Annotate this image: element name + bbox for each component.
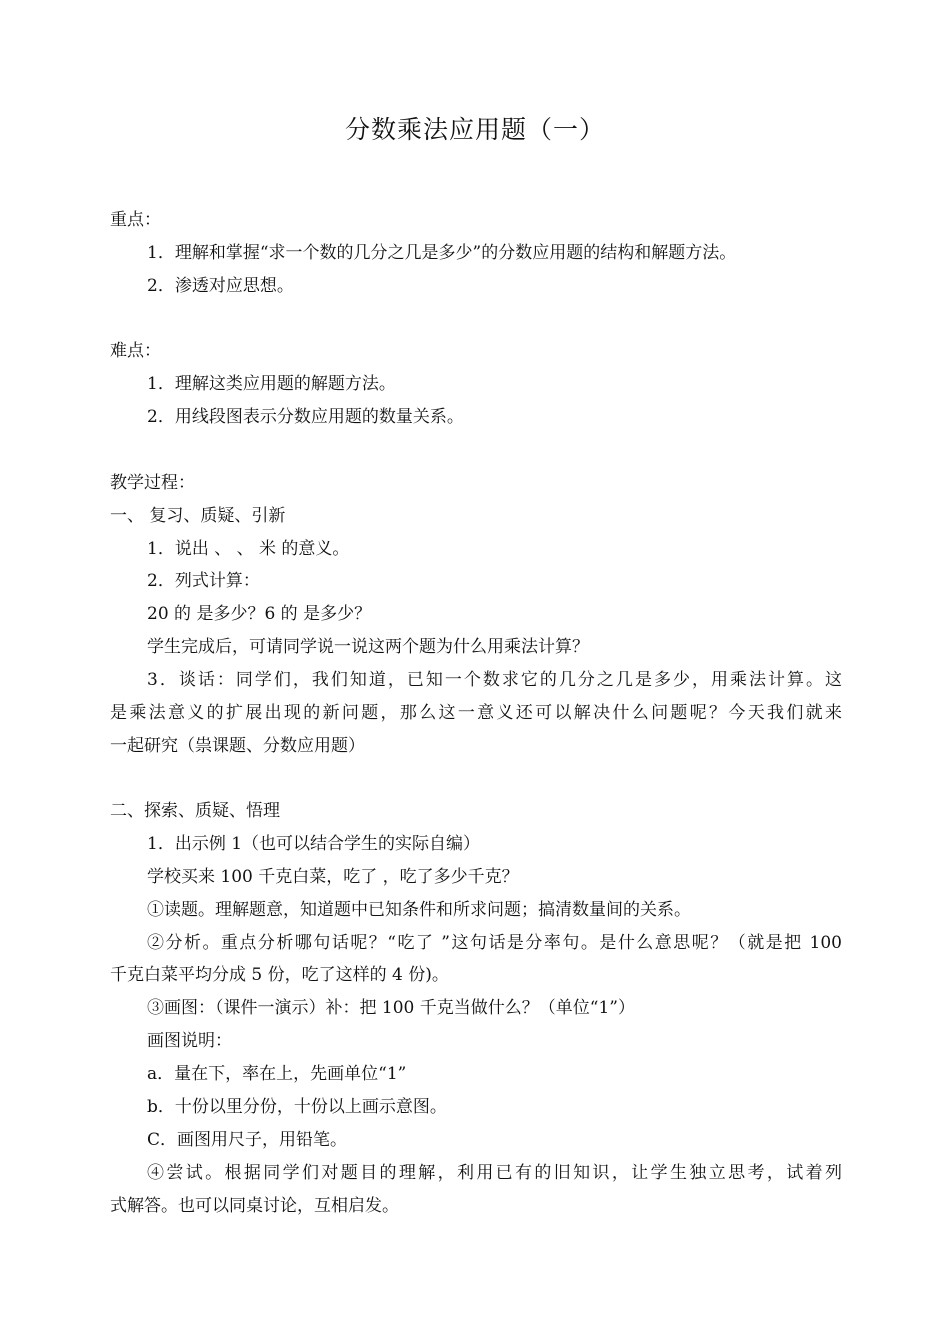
process-heading: 教学过程： bbox=[110, 473, 195, 493]
section2-step-2-line-2: 千克白菜平均分成 5 份，吃了这样的 4 份)。 bbox=[110, 965, 449, 985]
section2-heading: 二、探索、质疑、悟理 bbox=[110, 801, 280, 821]
difficulty-item-1: 1．理解这类应用题的解题方法。 bbox=[147, 374, 396, 394]
section2-step-1: ①读题。理解题意，知道题中已知条件和所求问题；搞清数量间的关系。 bbox=[147, 900, 691, 920]
section1-item-2: 2．列式计算： bbox=[147, 571, 260, 591]
document-title: 分数乘法应用题（一） bbox=[344, 115, 605, 144]
focus-heading: 重点： bbox=[110, 210, 161, 230]
section1-calc: 20 的 是多少？6 的 是多少？ bbox=[147, 604, 372, 624]
section2-step-4-line-1: ④尝试。根据同学们对题目的理解，利用已有的旧知识，让学生独立思考，试着列 bbox=[147, 1163, 842, 1183]
difficulty-heading: 难点： bbox=[110, 341, 161, 361]
section2-item-1: 1．出示例 1（也可以结合学生的实际自编） bbox=[147, 834, 481, 854]
section1-talk-line-1: 3．谈话：同学们，我们知道，已知一个数求它的几分之几是多少，用乘法计算。这 bbox=[147, 670, 842, 690]
section2-note-a: a．量在下，率在上，先画单位“1” bbox=[147, 1064, 407, 1084]
difficulty-item-2: 2．用线段图表示分数应用题的数量关系。 bbox=[147, 407, 464, 427]
section1-talk-line-3: 一起研究（祟课题、分数应用题） bbox=[110, 736, 365, 756]
section1-heading: 一、 复习、质疑、引新 bbox=[110, 506, 286, 526]
section2-note-c: C．画图用尺子，用铅笔。 bbox=[147, 1130, 348, 1150]
section2-note-b: b．十份以里分份，十份以上画示意图。 bbox=[147, 1097, 447, 1117]
section2-draw-note: 画图说明： bbox=[147, 1031, 232, 1051]
section2-problem: 学校买来 100 千克白菜，吃了 ，吃了多少千克？ bbox=[147, 867, 519, 887]
section2-step-2-line-1: ②分析。重点分析哪句话呢？“吃了 ”这句话是分率句。是什么意思呢？（就是把 100 bbox=[147, 933, 842, 953]
focus-item-1: 1．理解和掌握“求一个数的几分之几是多少”的分数应用题的结构和解题方法。 bbox=[147, 243, 737, 263]
section1-item-1: 1．说出 、 、 米 的意义。 bbox=[147, 539, 350, 559]
focus-item-2: 2．渗透对应思想。 bbox=[147, 276, 294, 296]
section1-talk-line-2: 是乘法意义的扩展出现的新问题，那么这一意义还可以解决什么问题呢？今天我们就来 bbox=[110, 703, 842, 723]
section1-followup: 学生完成后，可请同学说一说这两个题为什么用乘法计算？ bbox=[147, 637, 589, 657]
section2-step-4-line-2: 式解答。也可以同桌讨论，互相启发。 bbox=[110, 1196, 399, 1216]
section2-step-3: ③画图：（课件一演示）补：把 100 千克当做什么？（单位“1”） bbox=[147, 998, 635, 1018]
